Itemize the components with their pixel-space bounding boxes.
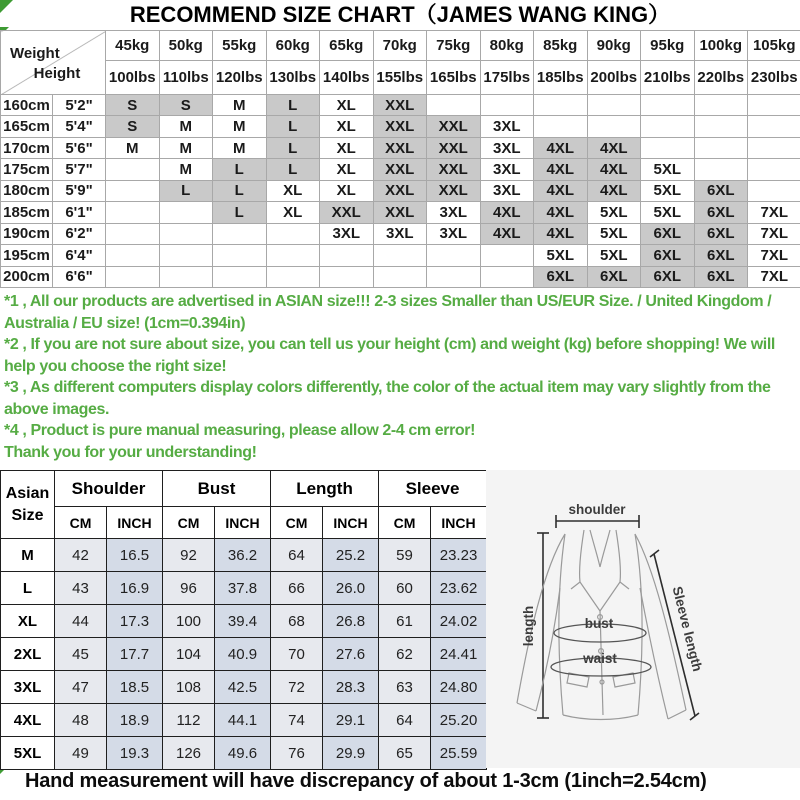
measure-value-cell: 16.9	[107, 572, 163, 605]
measure-size-cell: L	[1, 572, 55, 605]
measure-value-cell: 24.02	[431, 605, 487, 638]
size-cell	[534, 116, 588, 137]
size-cell: XXL	[427, 180, 481, 201]
green-corner-artifact	[0, 0, 13, 13]
size-cell: 3XL	[480, 159, 534, 180]
size-cell	[213, 223, 267, 244]
size-cell	[106, 159, 160, 180]
size-cell	[694, 95, 748, 116]
size-chart-table	[0, 30, 800, 288]
measure-value-cell: 42	[55, 539, 107, 572]
weight-lbs-cell: 200lbs	[587, 61, 641, 95]
size-cell	[159, 202, 213, 223]
measure-group-header: Sleeve	[379, 471, 487, 507]
asian-size-corner-cell	[1, 471, 55, 539]
size-cell: XXL	[427, 116, 481, 137]
measurement-table	[0, 470, 487, 770]
measure-value-cell: 26.0	[323, 572, 379, 605]
size-cell	[534, 95, 588, 116]
measure-value-cell: 26.8	[323, 605, 379, 638]
measure-value-cell: 92	[163, 539, 215, 572]
weight-kg-cell: 80kg	[480, 31, 534, 61]
size-cell: 3XL	[480, 180, 534, 201]
asian-label: Asian	[5, 484, 50, 502]
size-cell	[266, 245, 320, 266]
measure-value-cell: 39.4	[215, 605, 271, 638]
weight-lbs-cell: 210lbs	[641, 61, 695, 95]
weight-kg-cell: 60kg	[266, 31, 320, 61]
measure-value-cell: 16.5	[107, 539, 163, 572]
measure-value-cell: 76	[271, 737, 323, 770]
measure-value-cell: 19.3	[107, 737, 163, 770]
size-cell	[159, 266, 213, 288]
weight-kg-cell: 75kg	[427, 31, 481, 61]
size-chart-row	[1, 137, 800, 158]
size-cell: XL	[320, 180, 374, 201]
measurement-row	[1, 539, 487, 572]
size-cell: 5XL	[587, 245, 641, 266]
measure-value-cell: 45	[55, 638, 107, 671]
measure-value-cell: 17.3	[107, 605, 163, 638]
measure-group-header: Length	[271, 471, 379, 507]
size-cell: 6XL	[641, 266, 695, 288]
measure-value-cell: 40.9	[215, 638, 271, 671]
weight-kg-cell: 90kg	[587, 31, 641, 61]
size-cell: 3XL	[427, 223, 481, 244]
size-cell: XXL	[373, 202, 427, 223]
size-cell	[266, 266, 320, 288]
size-cell	[480, 95, 534, 116]
size-cell: L	[213, 202, 267, 223]
weight-kg-cell: 65kg	[320, 31, 374, 61]
size-chart-row	[1, 116, 800, 137]
jacket-diagram-svg	[486, 470, 800, 768]
weight-lbs-cell: 120lbs	[213, 61, 267, 95]
size-cell	[159, 223, 213, 244]
height-ft-cell: 6'6"	[53, 266, 106, 288]
diagram-sleeve-length-label: Sleeve length	[669, 584, 706, 673]
measure-value-cell: 48	[55, 704, 107, 737]
measure-value-cell: 18.5	[107, 671, 163, 704]
measure-value-cell: 68	[271, 605, 323, 638]
size-cell	[213, 245, 267, 266]
size-cell	[694, 159, 748, 180]
measure-value-cell: 25.20	[431, 704, 487, 737]
measure-size-cell: XL	[1, 605, 55, 638]
note-line: *1 , All our products are advertised in ASIAN size!!! 2-3 sizes Smaller than US/EUR Size. / United Kingdom / Australia / EU size! (1cm=0.394in)	[4, 293, 772, 332]
note-line: *3 , As different computers display colors differently, the color of the actual item may vary slightly from the above images.	[4, 379, 771, 418]
weight-lbs-cell: 220lbs	[694, 61, 748, 95]
size-cell: XXL	[373, 180, 427, 201]
size-cell: 7XL	[748, 202, 800, 223]
measure-value-cell: 63	[379, 671, 431, 704]
measure-value-cell: 49	[55, 737, 107, 770]
height-ft-cell: 6'1"	[53, 202, 106, 223]
size-cell: 3XL	[480, 137, 534, 158]
size-cell: L	[266, 95, 320, 116]
measure-value-cell: 62	[379, 638, 431, 671]
size-cell: 7XL	[748, 223, 800, 244]
measure-value-cell: 25.2	[323, 539, 379, 572]
size-chart-row	[1, 159, 800, 180]
size-cell	[266, 223, 320, 244]
size-cell: 4XL	[480, 223, 534, 244]
weight-lbs-cell: 130lbs	[266, 61, 320, 95]
notes-block	[0, 289, 800, 463]
size-cell	[480, 266, 534, 288]
size-cell: 3XL	[480, 116, 534, 137]
measure-value-cell: 64	[271, 539, 323, 572]
measure-value-cell: 24.80	[431, 671, 487, 704]
height-ft-cell: 6'2"	[53, 223, 106, 244]
measure-value-cell: 42.5	[215, 671, 271, 704]
size-cell: 5XL	[587, 202, 641, 223]
size-cell: L	[213, 180, 267, 201]
size-cell: L	[266, 137, 320, 158]
diagram-bust-label: bust	[584, 616, 614, 631]
size-cell: S	[159, 95, 213, 116]
size-cell: 5XL	[641, 159, 695, 180]
height-ft-cell: 5'2"	[53, 95, 106, 116]
size-cell: 6XL	[534, 266, 588, 288]
size-cell: 4XL	[534, 223, 588, 244]
measure-value-cell: 74	[271, 704, 323, 737]
size-cell: XL	[266, 202, 320, 223]
measure-value-cell: 28.3	[323, 671, 379, 704]
weight-lbs-header-row	[1, 61, 800, 95]
size-cell: XL	[320, 159, 374, 180]
size-cell	[106, 245, 160, 266]
measure-unit-header: CM	[271, 507, 323, 539]
weight-kg-cell: 95kg	[641, 31, 695, 61]
measure-value-cell: 43	[55, 572, 107, 605]
measure-value-cell: 59	[379, 539, 431, 572]
size-cell	[213, 266, 267, 288]
measure-value-cell: 66	[271, 572, 323, 605]
size-cell: 6XL	[694, 180, 748, 201]
size-cell: L	[213, 159, 267, 180]
measure-value-cell: 25.59	[431, 737, 487, 770]
size-cell: 5XL	[534, 245, 588, 266]
size-cell: XXL	[373, 95, 427, 116]
weight-height-corner-cell	[1, 31, 106, 95]
jacket-measurement-diagram	[486, 470, 800, 768]
size-chart-row	[1, 95, 800, 116]
measure-value-cell: 96	[163, 572, 215, 605]
footer-note: Hand measurement will have discrepancy of about 1-3cm (1inch=2.54cm)	[25, 770, 707, 792]
size-cell: XXL	[373, 159, 427, 180]
measure-value-cell: 27.6	[323, 638, 379, 671]
size-cell: XXL	[320, 202, 374, 223]
size-cell	[641, 95, 695, 116]
size-cell: M	[159, 137, 213, 158]
size-cell	[748, 180, 800, 201]
size-cell	[159, 245, 213, 266]
size-cell	[427, 245, 481, 266]
size-cell	[641, 137, 695, 158]
measure-size-cell: 3XL	[1, 671, 55, 704]
height-ft-cell: 5'7"	[53, 159, 106, 180]
measure-unit-header: CM	[379, 507, 431, 539]
height-cm-cell: 160cm	[1, 95, 53, 116]
size-cell: XXL	[373, 116, 427, 137]
measure-value-cell: 65	[379, 737, 431, 770]
size-cell: 7XL	[748, 266, 800, 288]
size-cell: 4XL	[587, 159, 641, 180]
measure-group-header: Bust	[163, 471, 271, 507]
height-ft-cell: 6'4"	[53, 245, 106, 266]
size-cell: S	[106, 116, 160, 137]
size-cell	[373, 245, 427, 266]
measure-value-cell: 61	[379, 605, 431, 638]
measure-unit-header: CM	[163, 507, 215, 539]
weight-lbs-cell: 230lbs	[748, 61, 800, 95]
size-chart-row	[1, 180, 800, 201]
diagram-shoulder-label: shoulder	[568, 502, 626, 517]
weight-kg-header-row	[1, 31, 800, 61]
measure-value-cell: 36.2	[215, 539, 271, 572]
size-cell: XL	[320, 137, 374, 158]
size-cell: 5XL	[641, 202, 695, 223]
diagram-length-label: length	[521, 605, 536, 647]
size-cell: 6XL	[641, 223, 695, 244]
size-cell: L	[266, 159, 320, 180]
weight-kg-cell: 55kg	[213, 31, 267, 61]
measure-value-cell: 29.9	[323, 737, 379, 770]
measure-value-cell: 44	[55, 605, 107, 638]
size-cell: M	[106, 137, 160, 158]
measure-size-cell: M	[1, 539, 55, 572]
measure-value-cell: 126	[163, 737, 215, 770]
size-cell	[320, 245, 374, 266]
size-cell: 6XL	[694, 202, 748, 223]
size-cell	[748, 137, 800, 158]
measure-group-header-row	[1, 471, 487, 507]
measurement-row	[1, 671, 487, 704]
size-cell: XXL	[427, 159, 481, 180]
measure-value-cell: 100	[163, 605, 215, 638]
measure-value-cell: 112	[163, 704, 215, 737]
measure-value-cell: 70	[271, 638, 323, 671]
measurement-row	[1, 638, 487, 671]
size-cell: M	[159, 159, 213, 180]
size-chart-row	[1, 245, 800, 266]
size-cell	[106, 223, 160, 244]
size-cell: XL	[320, 116, 374, 137]
measure-value-cell: 29.1	[323, 704, 379, 737]
size-cell: 4XL	[587, 137, 641, 158]
size-cell: 5XL	[641, 180, 695, 201]
height-cm-cell: 195cm	[1, 245, 53, 266]
measure-unit-header: INCH	[107, 507, 163, 539]
measure-value-cell: 64	[379, 704, 431, 737]
size-cell: M	[213, 95, 267, 116]
size-cell: 6XL	[694, 245, 748, 266]
size-cell	[106, 202, 160, 223]
size-cell: 3XL	[373, 223, 427, 244]
size-cell	[587, 116, 641, 137]
measure-size-cell: 5XL	[1, 737, 55, 770]
measure-value-cell: 104	[163, 638, 215, 671]
weight-lbs-cell: 100lbs	[106, 61, 160, 95]
note-line: Thank you for your understanding!	[4, 443, 257, 461]
measure-size-cell: 4XL	[1, 704, 55, 737]
measure-unit-header-row	[1, 507, 487, 539]
measure-unit-header: INCH	[215, 507, 271, 539]
height-cm-cell: 180cm	[1, 180, 53, 201]
size-cell: 4XL	[534, 159, 588, 180]
weight-kg-cell: 50kg	[159, 31, 213, 61]
measure-unit-header: INCH	[323, 507, 379, 539]
measure-value-cell: 44.1	[215, 704, 271, 737]
size-cell: 6XL	[641, 245, 695, 266]
measure-value-cell: 23.23	[431, 539, 487, 572]
size-chart-row	[1, 223, 800, 244]
size-cell	[748, 116, 800, 137]
size-label: Size	[11, 506, 44, 524]
weight-lbs-cell: 175lbs	[480, 61, 534, 95]
measure-value-cell: 60	[379, 572, 431, 605]
height-cm-cell: 190cm	[1, 223, 53, 244]
measure-value-cell: 37.8	[215, 572, 271, 605]
size-cell	[587, 95, 641, 116]
note-line: *2 , If you are not sure about size, you can tell us your height (cm) and weight (kg) before shopping! We will help you choose the right size!	[4, 336, 775, 375]
size-cell	[748, 159, 800, 180]
size-cell	[320, 266, 374, 288]
size-cell	[694, 137, 748, 158]
note-line: *4 , Product is pure manual measuring, please allow 2-4 cm error!	[4, 422, 476, 439]
weight-kg-cell: 100kg	[694, 31, 748, 61]
size-cell: 6XL	[694, 266, 748, 288]
size-cell: XL	[266, 180, 320, 201]
weight-kg-cell: 85kg	[534, 31, 588, 61]
size-cell: L	[159, 180, 213, 201]
size-cell: 5XL	[587, 223, 641, 244]
size-cell: 4XL	[534, 137, 588, 158]
weight-lbs-cell: 165lbs	[427, 61, 481, 95]
height-ft-cell: 5'6"	[53, 137, 106, 158]
weight-lbs-cell: 185lbs	[534, 61, 588, 95]
weight-lbs-cell: 155lbs	[373, 61, 427, 95]
measurement-row	[1, 605, 487, 638]
page-title: RECOMMEND SIZE CHART（JAMES WANG KING）	[129, 2, 671, 27]
size-cell: M	[213, 137, 267, 158]
size-cell: 4XL	[480, 202, 534, 223]
height-cm-cell: 185cm	[1, 202, 53, 223]
measure-value-cell: 17.7	[107, 638, 163, 671]
size-cell	[427, 95, 481, 116]
size-cell: 3XL	[320, 223, 374, 244]
measure-value-cell: 47	[55, 671, 107, 704]
size-cell: 4XL	[534, 180, 588, 201]
size-cell: S	[106, 95, 160, 116]
size-chart-row	[1, 266, 800, 288]
size-cell: XXL	[373, 137, 427, 158]
height-cm-cell: 175cm	[1, 159, 53, 180]
size-cell: L	[266, 116, 320, 137]
measure-value-cell: 72	[271, 671, 323, 704]
size-cell	[641, 116, 695, 137]
measure-value-cell: 108	[163, 671, 215, 704]
weight-lbs-cell: 110lbs	[159, 61, 213, 95]
measure-value-cell: 18.9	[107, 704, 163, 737]
weight-kg-cell: 70kg	[373, 31, 427, 61]
height-ft-cell: 5'4"	[53, 116, 106, 137]
height-ft-cell: 5'9"	[53, 180, 106, 201]
size-cell	[106, 266, 160, 288]
corner-weight-label: Weight	[10, 45, 60, 62]
size-cell	[480, 245, 534, 266]
measure-value-cell: 49.6	[215, 737, 271, 770]
size-cell	[694, 116, 748, 137]
weight-lbs-cell: 140lbs	[320, 61, 374, 95]
size-cell: M	[159, 116, 213, 137]
height-cm-cell: 170cm	[1, 137, 53, 158]
measure-group-header: Shoulder	[55, 471, 163, 507]
measurement-row	[1, 572, 487, 605]
size-cell	[373, 266, 427, 288]
measure-unit-header: INCH	[431, 507, 487, 539]
diagram-waist-label: waist	[583, 651, 617, 666]
height-cm-cell: 165cm	[1, 116, 53, 137]
size-cell	[427, 266, 481, 288]
size-cell: 6XL	[694, 223, 748, 244]
measure-unit-header: CM	[55, 507, 107, 539]
size-chart-row	[1, 202, 800, 223]
size-cell: 7XL	[748, 245, 800, 266]
size-cell: 4XL	[534, 202, 588, 223]
weight-kg-cell: 105kg	[748, 31, 800, 61]
height-cm-cell: 200cm	[1, 266, 53, 288]
measure-size-cell: 2XL	[1, 638, 55, 671]
measure-value-cell: 23.62	[431, 572, 487, 605]
size-cell: 6XL	[587, 266, 641, 288]
size-cell	[748, 95, 800, 116]
corner-height-label: Height	[33, 65, 81, 82]
size-cell: 3XL	[427, 202, 481, 223]
measurement-row	[1, 737, 487, 770]
measure-value-cell: 24.41	[431, 638, 487, 671]
measurement-row	[1, 704, 487, 737]
size-cell: 4XL	[587, 180, 641, 201]
size-cell: XL	[320, 95, 374, 116]
size-cell	[106, 180, 160, 201]
size-cell: M	[213, 116, 267, 137]
size-cell: XXL	[427, 137, 481, 158]
weight-kg-cell: 45kg	[106, 31, 160, 61]
